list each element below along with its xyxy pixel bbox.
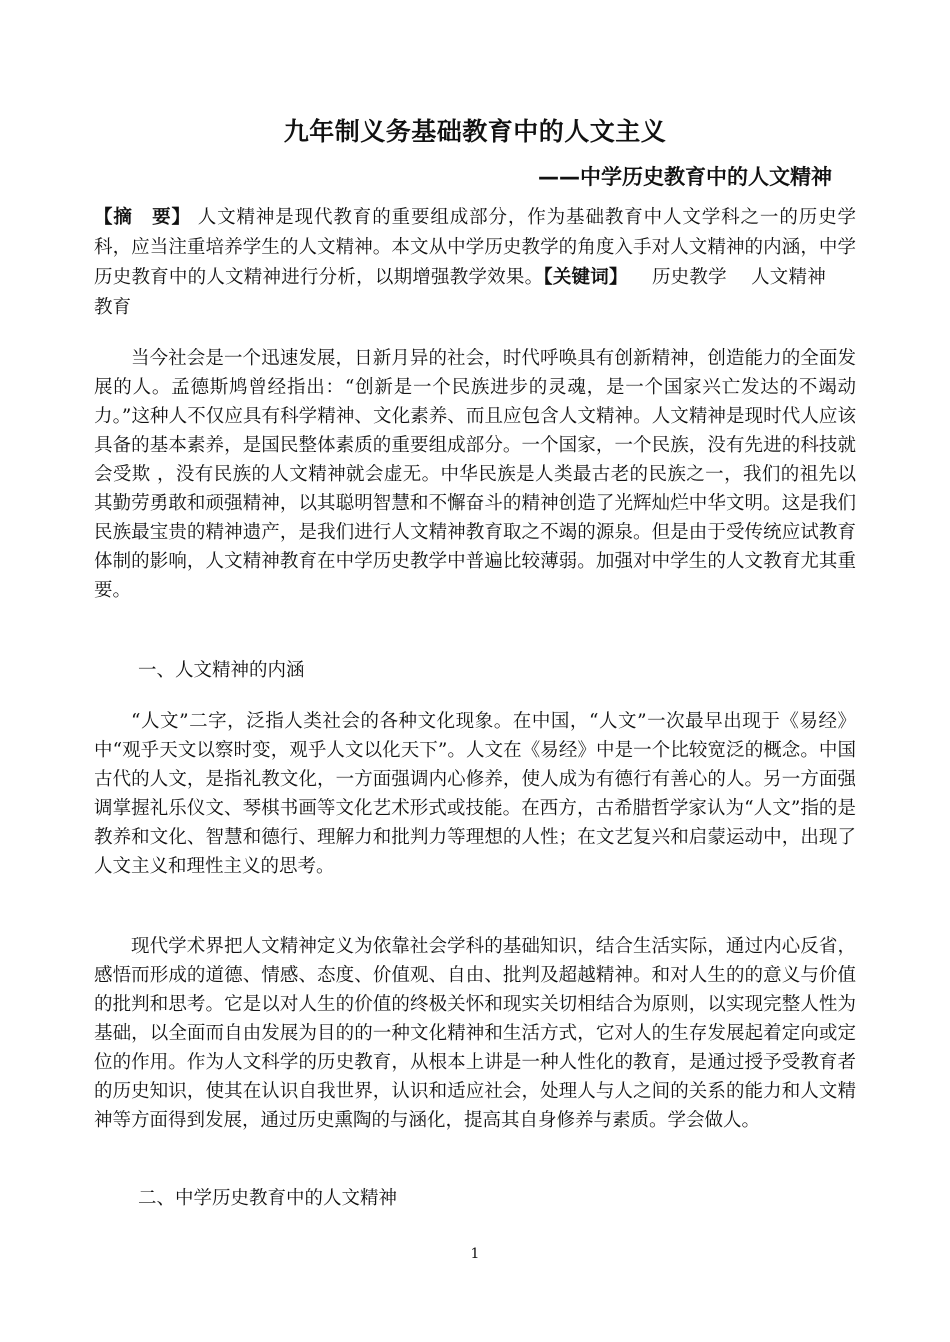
document-subtitle: ——中学历史教育中的人文精神 (538, 165, 832, 189)
keyword-item: 人文精神 (750, 267, 826, 288)
keyword-item: 教育 (94, 297, 132, 318)
page-number: 1 (470, 1246, 480, 1262)
abstract-text: 人文精神是现代教育的重要组成部分，作为基础教育中人文学科之一的历史学科，应当注重培养学生的人文精神。本文从中学历史教学的角度入手对人文精神的内涵，中学历史教育中的人文精神进行分析，以期增强教学效果。 (94, 207, 856, 288)
document-title: 九年制义务基础教育中的人文主义 (283, 117, 667, 146)
section-heading: 二、中学历史教育中的人文精神 (138, 1188, 398, 1209)
body-paragraph: 当今社会是一个迅速发展，日新月异的社会，时代呼唤具有创新精神，创造能力的全面发展的人。孟德斯鸠曾经指出：“创新是一个民族进步的灵魂，是一个国家兴亡发达的不竭动力。”这种人不仅应具有科学精神、文化素养、而且应包含人文精神。人文精神是现时代人应该具备的基本素养，是国民整体素质的重要组成部分。一个国家，一个民族，没有先进的科技就会受欺 ，没有民族的人文精神就会虚无。中华民族是人类最古老的民族之一，我们的祖先以其勤劳勇敢和顽强精神，以其聪明智慧和不懈奋斗的精神创造了光辉灿烂中华文明。这是我们民族最宝贵的精神遗产，是我们进行人文精神教育取之不竭的源泉。但是由于受传统应试教育体制的影响，人文精神教育在中学历史教学中普遍比较薄弱。加强对中学生的人文教育尤其重要。 (94, 348, 856, 601)
abstract-label: 【摘 要】 (94, 207, 191, 228)
body-paragraph: 现代学术界把人文精神定义为依靠社会学科的基础知识，结合生活实际，通过内心反省，感悟而形成的道德、情感、态度、价值观、自由、批判及超越精神。和对人生的的意义与价值的批判和思考。它是以对人生的价值的终极关怀和现实关切相结合为原则，以实现完整人性为基础，以全面而自由发展为目的的一种文化精神和生活方式，它对人的生存发展起着定向或定位的作用。作为人文科学的历史教育，从根本上讲是一种人性化的教育，是通过授予受教育者的历史知识，使其在认识自我世界，认识和适应社会，处理人与人之间的关系的能力和人文精神等方面得到发展，通过历史熏陶的与涵化，提高其自身修养与素质。学会做人。 (94, 936, 856, 1131)
section-heading: 一、人文精神的内涵 (138, 660, 305, 681)
body-paragraph: “人文”二字，泛指人类社会的各种文化现象。在中国，“人文”一次最早出现于《易经》中“观乎天文以察时变，观乎人文以化天下”。人文在《易经》中是一个比较宽泛的概念。中国古代的人文，是指礼教文化，一方面强调内心修养，使人成为有德行有善心的人。另一方面强调掌握礼乐仪文、琴棋书画等文化艺术形式或技能。在西方，古希腊哲学家认为“人文”指的是教养和文化、智慧和德行、理解力和批判力等理想的人性；在文艺复兴和启蒙运动中，出现了人文主义和理性主义的思考。 (94, 711, 856, 877)
keywords-label: 【关键词】 (543, 267, 628, 288)
keyword-item: 历史教学 (651, 267, 727, 288)
abstract-block (94, 203, 856, 323)
